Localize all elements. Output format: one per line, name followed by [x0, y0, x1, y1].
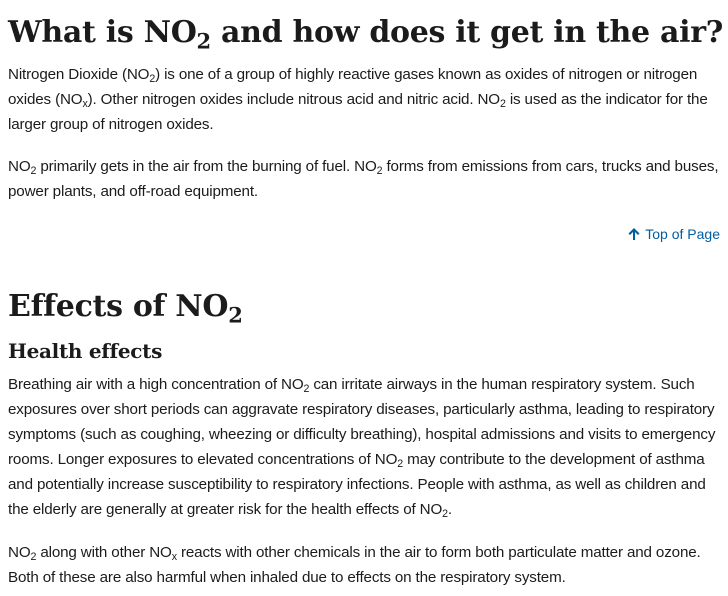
- text: Nitrogen Dioxide (NO: [8, 66, 150, 83]
- heading-subscript: 2: [196, 28, 211, 54]
- text: Breathing air with a high concentration of NO: [8, 376, 304, 393]
- top-of-page-link[interactable]: [627, 224, 720, 244]
- heading-text: Effects of NO: [8, 289, 229, 324]
- paragraph-sources: [8, 154, 724, 204]
- section-heading-effects: [8, 288, 243, 326]
- text: forms from emissions from cars, trucks and buses, power plants, and off-road equipment.: [8, 158, 719, 200]
- subheading-health-effects: Health effects: [8, 339, 163, 363]
- text: ) is one of a group of highly reactive gases known as oxides of nitrogen or nitrogen oxides (NO: [8, 66, 698, 108]
- top-of-page-label: Top of Page: [645, 226, 720, 242]
- paragraph-health: [8, 372, 724, 522]
- paragraph-reactions: [8, 540, 724, 590]
- arrow-up-icon: [627, 227, 641, 241]
- subscript: 2: [30, 551, 37, 564]
- section-heading-what-is-no2: [8, 14, 723, 52]
- subscript: 2: [397, 458, 403, 471]
- paragraph-definition: [8, 62, 724, 137]
- text: .: [447, 501, 452, 518]
- subscript: 2: [499, 98, 506, 111]
- subscript: 2: [30, 165, 37, 178]
- heading-text: What is NO: [8, 15, 197, 50]
- subscript: 2: [442, 508, 448, 521]
- text: may contribute to the development of asthma and potentially increase susceptibility to respiratory infections. People with asthma, as well as children and the elderly are generally at greater risk for the health effects of NO: [8, 451, 706, 518]
- heading-subscript: 2: [228, 302, 243, 328]
- subscript: 2: [376, 165, 383, 178]
- subscript: 2: [303, 383, 310, 396]
- text: NO: [8, 158, 31, 175]
- text: along with other NO: [36, 544, 172, 561]
- text: is used as the indicator for the larger group of nitrogen oxides.: [8, 91, 708, 133]
- text: primarily gets in the air from the burning of fuel. NO: [36, 158, 377, 175]
- text: NO: [8, 544, 31, 561]
- heading-text: and how does it get in the air?: [210, 15, 723, 50]
- subscript: 2: [149, 73, 156, 86]
- subscript: x: [82, 98, 88, 111]
- text: can irritate airways in the human respiratory system. Such exposures over short periods can aggravate respiratory diseases, particularly asthma, leading to respiratory symptoms (such as coughing, wheezing or difficulty breathing), hospital admissions and visits to emergency rooms. Longer exposures to elevated concentrations of NO: [8, 376, 716, 468]
- text: reacts with other chemicals in the air to form both particulate matter and ozone. Both of these are also harmful when inhaled due to effects on the respiratory system.: [8, 544, 701, 586]
- subscript: x: [171, 551, 177, 564]
- text: ). Other nitrogen oxides include nitrous acid and nitric acid. NO: [87, 91, 500, 108]
